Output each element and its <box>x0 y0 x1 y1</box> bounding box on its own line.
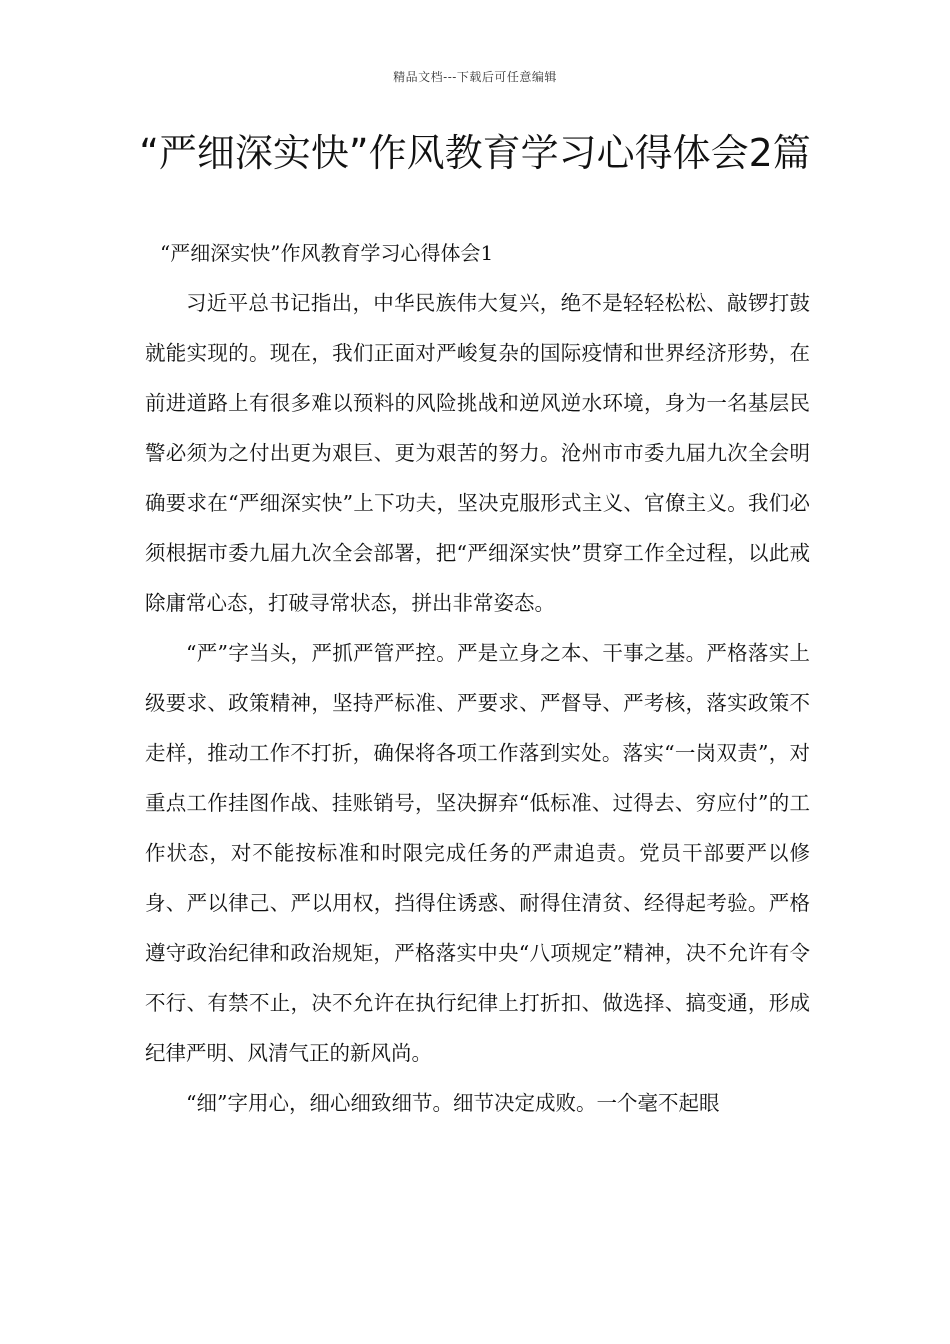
paragraph-3: “细”字用心，细心细致细节。细节决定成败。一个毫不起眼 <box>186 1091 720 1115</box>
section-subtitle: “严细深实快”作风教育学习心得体会1 <box>160 241 494 265</box>
document-title: “严细深实快”作风教育学习心得体会2篇 <box>139 131 811 175</box>
paragraph-1: 习近平总书记指出，中华民族伟大复兴，绝不是轻轻松松、敲锣打鼓就能实现的。现在，我们正面对严峻复杂的国际疫情和世界经济形势，在前进道路上有很多难以预料的风险挑战和逆风逆水环境，身为一名基层民警必须为之付出更为艰巨、更为艰苦的努力。沧州市市委九届九次全会明确要求在“严细深实快”上下功夫，坚决克服形式主义、官僚主义。我们必须根据市委九届九次全会部署，把“严细深实快”贯穿工作全过程，以此戒除庸常心态，打破寻常状态，拼出非常姿态。 <box>145 291 810 615</box>
paragraph-2: “严”字当头，严抓严管严控。严是立身之本、干事之基。严格落实上级要求、政策精神，坚持严标准、严要求、严督导、严考核，落实政策不走样，推动工作不打折，确保将各项工作落到实处。落实“一岗双责”，对重点工作挂图作战、挂账销号，坚决摒弃“低标准、过得去、穷应付”的工作状态，对不能按标准和时限完成任务的严肃追责。党员干部要严以修身、严以律己、严以用权，挡得住诱惑、耐得住清贫、经得起考验。严格遵守政治纪律和政治规矩，严格落实中央“八项规定”精神，决不允许有令不行、有禁不止，决不允许在执行纪律上打折扣、做选择、搞变通，形成纪律严明、风清气正的新风尚。 <box>145 641 810 1065</box>
body-text <box>145 278 810 1128</box>
header-note: 精品文档---下载后可任意编辑 <box>393 70 557 84</box>
